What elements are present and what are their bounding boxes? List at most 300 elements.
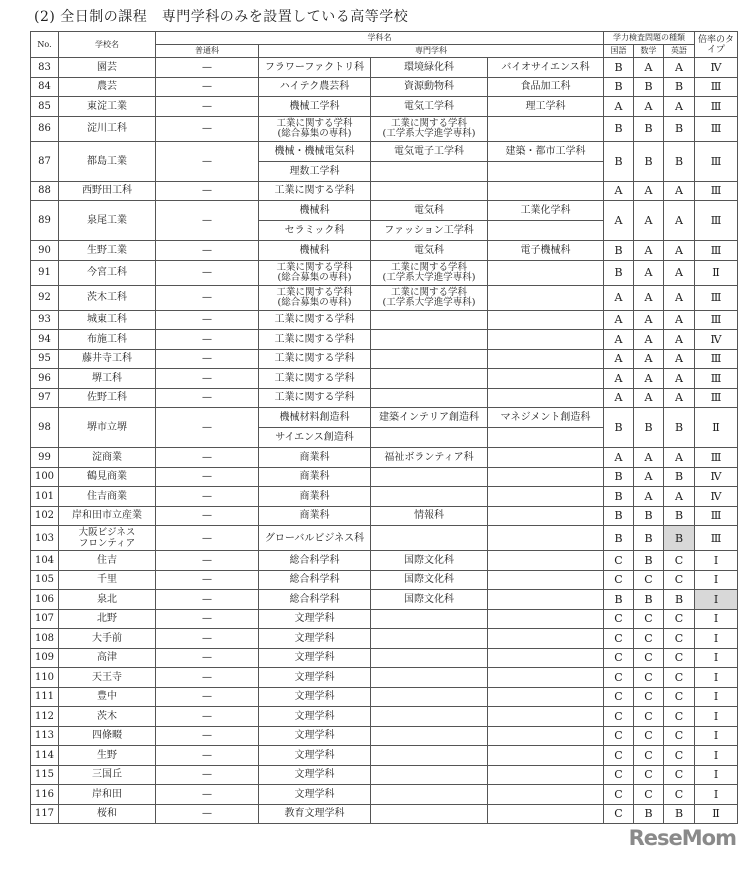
department: 電気科 — [371, 201, 488, 221]
score-japanese: B — [604, 590, 634, 610]
department — [488, 629, 604, 649]
score-japanese: B — [604, 116, 634, 141]
department: サイエンス創造科 — [259, 428, 371, 448]
row-number: 117 — [31, 804, 59, 824]
department — [371, 785, 488, 805]
school-name: 藤井寺工科 — [59, 349, 156, 369]
score-english: B — [664, 408, 695, 448]
department — [488, 448, 604, 468]
department — [488, 746, 604, 766]
general-course: — — [156, 330, 259, 350]
row-number: 106 — [31, 590, 59, 610]
school-name: 西野田工科 — [59, 181, 156, 201]
department — [488, 687, 604, 707]
department: 工業に関する学科 (総合募集の専科) — [259, 116, 371, 141]
schools-table — [30, 31, 738, 824]
table-row — [31, 609, 738, 629]
score-japanese: A — [604, 285, 634, 310]
department: 工業に関する学科 (工学系大学進学専科) — [371, 285, 488, 310]
general-course: — — [156, 201, 259, 241]
score-math: A — [634, 487, 664, 507]
header-english: 英語 — [664, 45, 695, 58]
row-number: 89 — [31, 201, 59, 241]
row-number: 116 — [31, 785, 59, 805]
table-row — [31, 785, 738, 805]
department: 環境緑化科 — [371, 58, 488, 78]
score-math: C — [634, 707, 664, 727]
school-name: 堺市立堺 — [59, 408, 156, 448]
school-name: 城東工科 — [59, 310, 156, 330]
table-row — [31, 260, 738, 285]
ratio-type: Ⅲ — [695, 181, 738, 201]
table-row — [31, 58, 738, 78]
department: 文理学科 — [259, 629, 371, 649]
score-english: B — [664, 141, 695, 181]
department: セラミック科 — [259, 221, 371, 241]
score-english: C — [664, 687, 695, 707]
department — [371, 181, 488, 201]
table-row — [31, 116, 738, 141]
department: 工業に関する学科 — [259, 330, 371, 350]
department — [371, 648, 488, 668]
department: 文理学科 — [259, 746, 371, 766]
department — [488, 330, 604, 350]
table-row — [31, 726, 738, 746]
general-course: — — [156, 506, 259, 526]
general-course: — — [156, 570, 259, 590]
score-math: A — [634, 310, 664, 330]
general-course: — — [156, 804, 259, 824]
general-course: — — [156, 765, 259, 785]
department: 文理学科 — [259, 765, 371, 785]
department — [488, 487, 604, 507]
table-row — [31, 349, 738, 369]
score-english: A — [664, 487, 695, 507]
score-math: C — [634, 570, 664, 590]
score-math: B — [634, 506, 664, 526]
department — [488, 804, 604, 824]
header-japanese: 国語 — [604, 45, 634, 58]
table-row — [31, 487, 738, 507]
general-course: — — [156, 448, 259, 468]
header-math: 数学 — [634, 45, 664, 58]
department: 文理学科 — [259, 648, 371, 668]
department — [488, 369, 604, 389]
table-row — [31, 141, 738, 161]
ratio-type: Ⅳ — [695, 58, 738, 78]
general-course: — — [156, 285, 259, 310]
table-row — [31, 570, 738, 590]
row-number: 111 — [31, 687, 59, 707]
table-row — [31, 285, 738, 310]
table-row — [31, 97, 738, 117]
school-name: 生野 — [59, 746, 156, 766]
score-math: C — [634, 726, 664, 746]
score-english: C — [664, 707, 695, 727]
score-japanese: C — [604, 726, 634, 746]
table-row — [31, 804, 738, 824]
department — [488, 221, 604, 241]
department — [488, 765, 604, 785]
score-english: A — [664, 58, 695, 78]
general-course: — — [156, 408, 259, 448]
department — [371, 349, 488, 369]
score-math: A — [634, 330, 664, 350]
ratio-type: Ⅲ — [695, 201, 738, 241]
table-row — [31, 590, 738, 610]
row-number: 95 — [31, 349, 59, 369]
department: 工業に関する学科 — [259, 349, 371, 369]
score-japanese: B — [604, 506, 634, 526]
general-course: — — [156, 260, 259, 285]
general-course: — — [156, 609, 259, 629]
department — [488, 726, 604, 746]
score-japanese: C — [604, 765, 634, 785]
general-course: — — [156, 77, 259, 97]
general-course: — — [156, 97, 259, 117]
general-course: — — [156, 551, 259, 571]
score-math: B — [634, 551, 664, 571]
general-course: — — [156, 388, 259, 408]
school-name: 生野工業 — [59, 241, 156, 261]
row-number: 101 — [31, 487, 59, 507]
school-name: 農芸 — [59, 77, 156, 97]
ratio-type: Ⅲ — [695, 506, 738, 526]
general-course: — — [156, 369, 259, 389]
score-english: A — [664, 330, 695, 350]
score-japanese: B — [604, 487, 634, 507]
ratio-type: Ⅰ — [695, 570, 738, 590]
general-course: — — [156, 629, 259, 649]
general-course: — — [156, 181, 259, 201]
department — [488, 428, 604, 448]
ratio-type: Ⅳ — [695, 330, 738, 350]
score-english: A — [664, 97, 695, 117]
department: 国際文化科 — [371, 570, 488, 590]
department: 福祉ボランティア科 — [371, 448, 488, 468]
department: 電気科 — [371, 241, 488, 261]
department — [488, 648, 604, 668]
score-math: B — [634, 408, 664, 448]
score-english: C — [664, 746, 695, 766]
department: 機械科 — [259, 201, 371, 221]
school-name: 鶴見商業 — [59, 467, 156, 487]
department: 教育文理学科 — [259, 804, 371, 824]
row-number: 93 — [31, 310, 59, 330]
ratio-type: Ⅳ — [695, 467, 738, 487]
row-number: 115 — [31, 765, 59, 785]
table-row — [31, 241, 738, 261]
general-course: — — [156, 310, 259, 330]
row-number: 98 — [31, 408, 59, 448]
general-course: — — [156, 487, 259, 507]
ratio-type: Ⅰ — [695, 765, 738, 785]
department — [488, 285, 604, 310]
table-row — [31, 369, 738, 389]
row-number: 114 — [31, 746, 59, 766]
row-number: 86 — [31, 116, 59, 141]
ratio-type: Ⅲ — [695, 388, 738, 408]
department: 建築インテリア創造科 — [371, 408, 488, 428]
ratio-type: Ⅰ — [695, 629, 738, 649]
department: マネジメント創造科 — [488, 408, 604, 428]
department — [371, 687, 488, 707]
score-math: A — [634, 285, 664, 310]
department — [488, 310, 604, 330]
school-name: 茨木工科 — [59, 285, 156, 310]
department: 文理学科 — [259, 687, 371, 707]
school-name: 岸和田市立産業 — [59, 506, 156, 526]
ratio-type: Ⅳ — [695, 487, 738, 507]
ratio-type: Ⅰ — [695, 746, 738, 766]
school-name: 泉尾工業 — [59, 201, 156, 241]
row-number: 105 — [31, 570, 59, 590]
score-math: A — [634, 369, 664, 389]
score-math: B — [634, 141, 664, 181]
score-english: B — [664, 804, 695, 824]
score-math: B — [634, 590, 664, 610]
department — [488, 181, 604, 201]
department: 情報科 — [371, 506, 488, 526]
score-math: A — [634, 241, 664, 261]
ratio-type: Ⅲ — [695, 77, 738, 97]
score-japanese: C — [604, 551, 634, 571]
score-math: C — [634, 648, 664, 668]
department — [371, 310, 488, 330]
general-course: — — [156, 241, 259, 261]
ratio-type: Ⅰ — [695, 726, 738, 746]
ratio-type: Ⅰ — [695, 687, 738, 707]
score-japanese: C — [604, 785, 634, 805]
department: 機械科 — [259, 241, 371, 261]
score-math: B — [634, 116, 664, 141]
department: 工業に関する学科 — [259, 388, 371, 408]
department: フラワーファクトリ科 — [259, 58, 371, 78]
row-number: 103 — [31, 526, 59, 551]
school-name: 東淀工業 — [59, 97, 156, 117]
department: 機械・機械電気科 — [259, 141, 371, 161]
table-row — [31, 506, 738, 526]
department — [488, 116, 604, 141]
general-course: — — [156, 785, 259, 805]
score-japanese: A — [604, 310, 634, 330]
page-title: (2) 全日制の課程 専門学科のみを設置している高等学校 — [34, 9, 409, 25]
department — [371, 330, 488, 350]
general-course: — — [156, 707, 259, 727]
school-name: 大手前 — [59, 629, 156, 649]
score-math: A — [634, 467, 664, 487]
score-japanese: B — [604, 77, 634, 97]
department: 工業に関する学科 (工学系大学進学専科) — [371, 260, 488, 285]
score-japanese: B — [604, 141, 634, 181]
school-name: 今宮工科 — [59, 260, 156, 285]
table-row — [31, 181, 738, 201]
department: ハイテク農芸科 — [259, 77, 371, 97]
table-row — [31, 668, 738, 688]
score-japanese: A — [604, 181, 634, 201]
row-number: 83 — [31, 58, 59, 78]
score-english: B — [664, 116, 695, 141]
department — [371, 746, 488, 766]
score-japanese: B — [604, 408, 634, 448]
department — [371, 668, 488, 688]
department — [488, 570, 604, 590]
department — [488, 707, 604, 727]
table-row — [31, 77, 738, 97]
table-row — [31, 707, 738, 727]
score-math: B — [634, 804, 664, 824]
score-english: C — [664, 668, 695, 688]
score-english: A — [664, 241, 695, 261]
department — [371, 428, 488, 448]
score-japanese: B — [604, 467, 634, 487]
department — [371, 629, 488, 649]
general-course: — — [156, 590, 259, 610]
row-number: 94 — [31, 330, 59, 350]
school-name: 淀川工科 — [59, 116, 156, 141]
header-specialized: 専門学科 — [259, 45, 604, 58]
ratio-type: Ⅲ — [695, 241, 738, 261]
department: 文理学科 — [259, 707, 371, 727]
school-name: 桜和 — [59, 804, 156, 824]
score-math: A — [634, 349, 664, 369]
general-course: — — [156, 726, 259, 746]
school-name: 淀商業 — [59, 448, 156, 468]
row-number: 91 — [31, 260, 59, 285]
school-name: 天王寺 — [59, 668, 156, 688]
score-english: A — [664, 201, 695, 241]
score-japanese: A — [604, 388, 634, 408]
school-name: 豊中 — [59, 687, 156, 707]
score-english: A — [664, 310, 695, 330]
score-japanese: B — [604, 241, 634, 261]
department: 機械工学科 — [259, 97, 371, 117]
department — [488, 785, 604, 805]
header-test-type: 学力検査問題の種類 — [604, 32, 695, 45]
score-math: A — [634, 201, 664, 241]
department: 理工学科 — [488, 97, 604, 117]
department — [371, 369, 488, 389]
score-math: C — [634, 687, 664, 707]
row-number: 96 — [31, 369, 59, 389]
department — [488, 467, 604, 487]
department — [488, 349, 604, 369]
score-math: A — [634, 260, 664, 285]
score-math: A — [634, 97, 664, 117]
ratio-type: Ⅲ — [695, 369, 738, 389]
score-math: C — [634, 785, 664, 805]
department: 総合科学科 — [259, 551, 371, 571]
department: 理数工学科 — [259, 161, 371, 181]
header-dept: 学科名 — [156, 32, 604, 45]
score-japanese: B — [604, 526, 634, 551]
school-name: 茨木 — [59, 707, 156, 727]
table-row — [31, 629, 738, 649]
department: 電気電子工学科 — [371, 141, 488, 161]
department: 文理学科 — [259, 668, 371, 688]
school-name: 泉北 — [59, 590, 156, 610]
ratio-type: Ⅲ — [695, 349, 738, 369]
score-english: C — [664, 570, 695, 590]
ratio-type: Ⅰ — [695, 590, 738, 610]
department — [371, 707, 488, 727]
department — [371, 161, 488, 181]
department — [488, 506, 604, 526]
score-japanese: C — [604, 668, 634, 688]
table-row — [31, 448, 738, 468]
score-japanese: A — [604, 97, 634, 117]
row-number: 84 — [31, 77, 59, 97]
table-row — [31, 310, 738, 330]
ratio-type: Ⅲ — [695, 97, 738, 117]
score-english: C — [664, 726, 695, 746]
ratio-type: Ⅰ — [695, 785, 738, 805]
school-name: 四條畷 — [59, 726, 156, 746]
general-course: — — [156, 687, 259, 707]
department: 工業に関する学科 (総合募集の専科) — [259, 285, 371, 310]
header-ratio-type: 倍率のタイプ — [695, 32, 738, 58]
score-english: A — [664, 388, 695, 408]
department: 電子機械科 — [488, 241, 604, 261]
score-math: B — [634, 526, 664, 551]
department: 商業科 — [259, 487, 371, 507]
department — [488, 388, 604, 408]
department: 工業に関する学科 (工学系大学進学専科) — [371, 116, 488, 141]
score-math: C — [634, 668, 664, 688]
school-name: 高津 — [59, 648, 156, 668]
score-english: C — [664, 609, 695, 629]
row-number: 113 — [31, 726, 59, 746]
score-english: C — [664, 765, 695, 785]
department: 資源動物科 — [371, 77, 488, 97]
row-number: 97 — [31, 388, 59, 408]
department — [488, 551, 604, 571]
department: 国際文化科 — [371, 551, 488, 571]
table-row — [31, 330, 738, 350]
ratio-type: Ⅲ — [695, 526, 738, 551]
score-english: A — [664, 260, 695, 285]
score-english: B — [664, 77, 695, 97]
ratio-type: Ⅰ — [695, 551, 738, 571]
ratio-type: Ⅰ — [695, 648, 738, 668]
department: 工業に関する学科 — [259, 369, 371, 389]
department: 食品加工科 — [488, 77, 604, 97]
row-number: 87 — [31, 141, 59, 181]
score-japanese: C — [604, 609, 634, 629]
score-japanese: A — [604, 369, 634, 389]
score-math: C — [634, 609, 664, 629]
ratio-type: Ⅰ — [695, 609, 738, 629]
table-row — [31, 408, 738, 428]
header-general: 普通科 — [156, 45, 259, 58]
score-english: A — [664, 369, 695, 389]
school-name: 岸和田 — [59, 785, 156, 805]
department: 文理学科 — [259, 609, 371, 629]
school-name: 大阪ビジネス フロンティア — [59, 526, 156, 551]
score-english: B — [664, 526, 695, 551]
department — [488, 668, 604, 688]
table-row — [31, 467, 738, 487]
ratio-type: Ⅲ — [695, 310, 738, 330]
score-english: C — [664, 785, 695, 805]
department: 商業科 — [259, 506, 371, 526]
row-number: 100 — [31, 467, 59, 487]
score-math: A — [634, 58, 664, 78]
score-japanese: A — [604, 201, 634, 241]
department — [488, 609, 604, 629]
department — [488, 526, 604, 551]
department: 国際文化科 — [371, 590, 488, 610]
